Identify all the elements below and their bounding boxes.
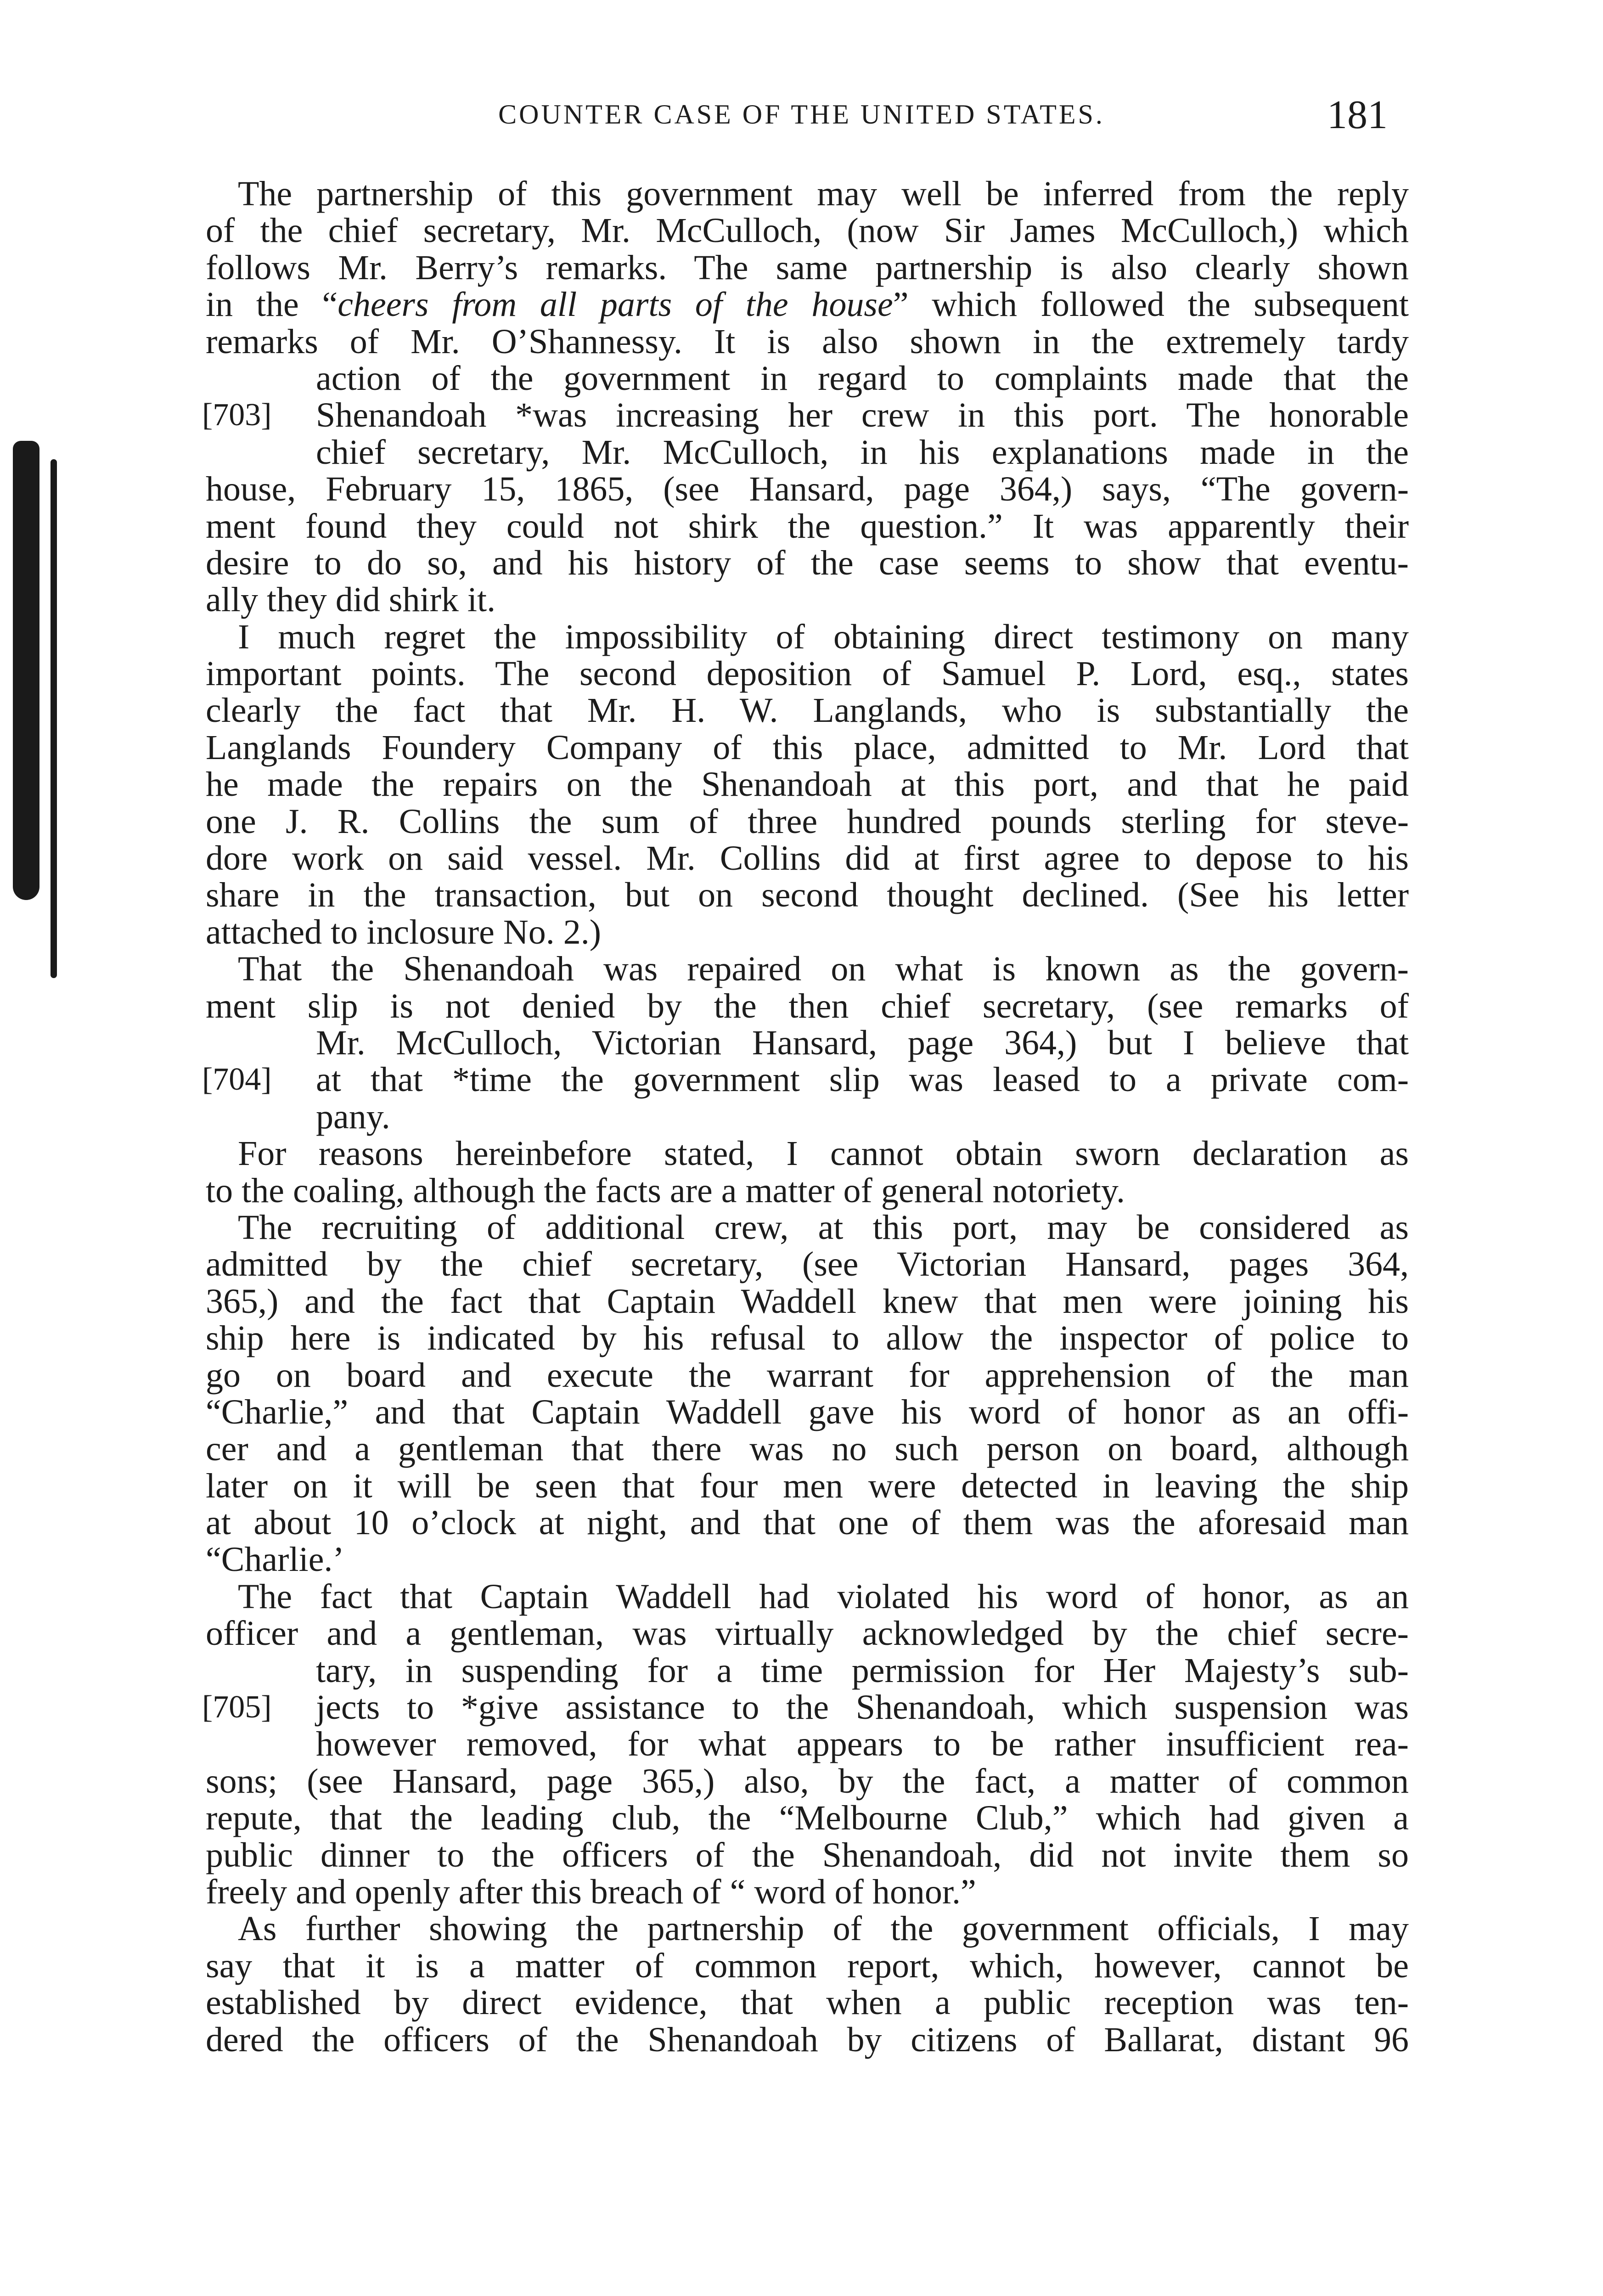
text-line: to the coaling, although the facts are a matter of general notoriety. bbox=[206, 1171, 1125, 1210]
text-line: officer and a gentleman, was virtually acknowledged by the chief secre- bbox=[206, 1614, 1409, 1653]
scan-edge-mark bbox=[51, 459, 57, 978]
body-text bbox=[202, 174, 1409, 2059]
text-line: action of the government in regard to complaints made that the bbox=[316, 359, 1409, 398]
text-line: The partnership of this government may well be inferred from the reply bbox=[238, 174, 1409, 213]
text-line: admitted by the chief secretary, (see Victorian Hansard, pages 364, bbox=[206, 1245, 1409, 1284]
text-line: follows Mr. Berry’s remarks. The same partnership is also clearly shown bbox=[206, 248, 1409, 287]
text-line: sons; (see Hansard, page 365,) also, by the fact, a matter of common bbox=[206, 1761, 1409, 1801]
text-line: important points. The second deposition of Samuel P. Lord, esq., states bbox=[206, 654, 1409, 693]
text-line: [704] at that *time the government slip was leased to a private com- bbox=[202, 1060, 1409, 1099]
text-line: repute, that the leading club, the “Melbourne Club,” which had given a bbox=[206, 1799, 1409, 1838]
running-header: COUNTER CASE OF THE UNITED STATES. bbox=[498, 99, 1105, 129]
marginal-marker: [705] bbox=[202, 1689, 272, 1725]
text-line: The recruiting of additional crew, at this port, may be considered as bbox=[238, 1208, 1409, 1247]
text-line: For reasons hereinbefore stated, I cannot obtain sworn declaration as bbox=[238, 1134, 1409, 1173]
text-line: 365,) and the fact that Captain Waddell knew that men were joining his bbox=[206, 1282, 1409, 1321]
text-line: ment found they could not shirk the question.” It was apparently their bbox=[206, 506, 1409, 546]
text-line: That the Shenandoah was repaired on what is known as the govern- bbox=[238, 950, 1409, 989]
text-line: at about 10 o’clock at night, and that one of them was the aforesaid man bbox=[206, 1503, 1409, 1542]
text-line: later on it will be seen that four men were detected in leaving the ship bbox=[206, 1466, 1409, 1505]
text-line: say that it is a matter of common report, which, however, cannot be bbox=[206, 1946, 1409, 1985]
text-line: desire to do so, and his history of the case seems to show that eventu- bbox=[206, 543, 1409, 582]
page-number: 181 bbox=[1327, 93, 1388, 137]
text-line: public dinner to the officers of the Shenandoah, did not invite them so bbox=[206, 1835, 1409, 1874]
text-line: established by direct evidence, that when a public reception was ten- bbox=[206, 1983, 1409, 2022]
text-line: go on board and execute the warrant for apprehension of the man bbox=[206, 1356, 1409, 1395]
italic-quote: cheers from all parts of the house bbox=[337, 285, 893, 324]
text-line: Mr. McCulloch, Victorian Hansard, page 364,) but I believe that bbox=[316, 1023, 1409, 1062]
text-line: remarks of Mr. O’Shannessy. It is also shown in the extremely tardy bbox=[206, 322, 1409, 361]
text-line: Langlands Foundery Company of this place, admitted to Mr. Lord that bbox=[206, 728, 1409, 767]
scan-edge-mark bbox=[13, 441, 39, 900]
text-line: The fact that Captain Waddell had violated his word of honor, as an bbox=[238, 1577, 1409, 1616]
text-line: in the “cheers from all parts of the house” which followed the subsequent bbox=[206, 285, 1409, 324]
text-line: one J. R. Collins the sum of three hundred pounds sterling for steve- bbox=[206, 802, 1409, 841]
text-line: [703] Shenandoah *was increasing her crew in this port. The honorable bbox=[202, 396, 1409, 435]
text-line: As further showing the partnership of the government officials, I may bbox=[238, 1909, 1409, 1948]
text-line: dore work on said vessel. Mr. Collins did at first agree to depose to his bbox=[206, 839, 1409, 878]
text-line: cer and a gentleman that there was no such person on board, although bbox=[206, 1429, 1409, 1469]
text-line: “Charlie.’ bbox=[206, 1540, 344, 1579]
text-line: clearly the fact that Mr. H. W. Langlands, who is substantially the bbox=[206, 691, 1409, 730]
text-line: share in the transaction, but on second thought declined. (See his letter bbox=[206, 876, 1409, 915]
text-line: “Charlie,” and that Captain Waddell gave his word of honor as an offi- bbox=[206, 1392, 1409, 1431]
text-line: attached to inclosure No. 2.) bbox=[206, 912, 602, 951]
text-line: dered the officers of the Shenandoah by citizens of Ballarat, distant 96 bbox=[206, 2020, 1409, 2059]
text-line: however removed, for what appears to be rather insufficient rea- bbox=[316, 1725, 1409, 1764]
text-line: ship here is indicated by his refusal to allow the inspector of police to bbox=[206, 1319, 1409, 1358]
text-line: pany. bbox=[316, 1097, 390, 1136]
text-line: house, February 15, 1865, (see Hansard, page 364,) says, “The govern- bbox=[206, 470, 1409, 509]
text-line: ally they did shirk it. bbox=[206, 580, 496, 619]
marginal-marker: [703] bbox=[202, 397, 272, 433]
text-line: I much regret the impossibility of obtaining direct testimony on many bbox=[238, 617, 1409, 656]
text-line: tary, in suspending for a time permission for Her Majesty’s sub- bbox=[316, 1651, 1409, 1690]
text-line: chief secretary, Mr. McCulloch, in his explanations made in the bbox=[316, 433, 1409, 472]
marginal-marker: [704] bbox=[202, 1062, 272, 1097]
text-line: he made the repairs on the Shenandoah at this port, and that he paid bbox=[206, 765, 1409, 804]
text-line: of the chief secretary, Mr. McCulloch, (now Sir James McCulloch,) which bbox=[206, 211, 1409, 250]
text-line: ment slip is not denied by the then chief secretary, (see remarks of bbox=[206, 986, 1409, 1025]
text-line: [705] jects to *give assistance to the Shenandoah, which suspension was bbox=[202, 1688, 1409, 1727]
text-line: freely and openly after this breach of “ word of honor.” bbox=[206, 1872, 976, 1911]
